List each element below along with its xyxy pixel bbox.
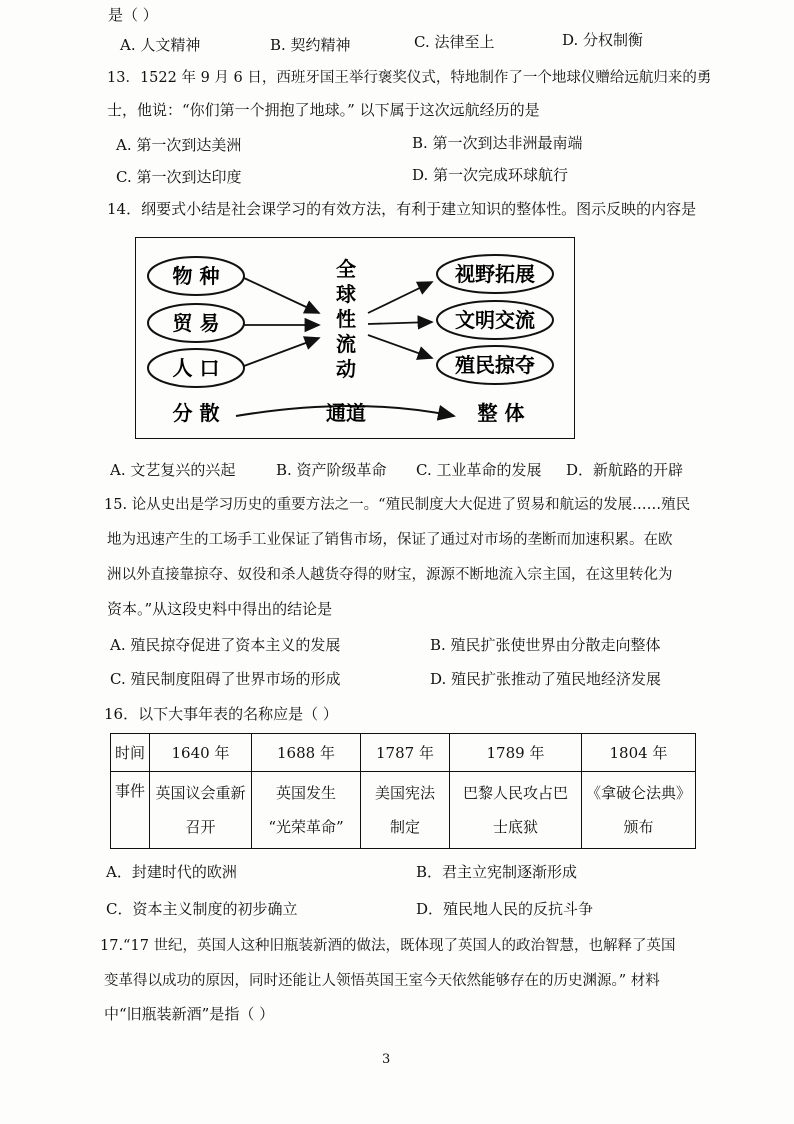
q13-option-c[interactable]: C. 第一次到达印度 [116, 168, 242, 186]
q14-stem: 14．纲要式小结是社会课学习的有效方法，有利于建立知识的整体性。图示反映的内容是 [107, 200, 697, 218]
q16-option-a[interactable]: A．封建时代的欧洲 [106, 863, 237, 881]
label-population: 人 口 [172, 356, 220, 380]
table-header-time: 时间 [111, 734, 150, 772]
q16-events-table [110, 733, 696, 849]
event-line2: 士底狱 [492, 818, 538, 836]
table-year: 1640 年 [150, 734, 252, 772]
center-char-4: 流 [336, 332, 356, 356]
arrow-horizon [368, 282, 432, 313]
center-char-3: 性 [336, 307, 356, 331]
label-dispersed: 分 散 [172, 401, 220, 425]
q14-option-d[interactable]: D．新航路的开辟 [566, 461, 684, 479]
center-char-5: 动 [336, 357, 356, 381]
label-plunder: 殖民掠夺 [455, 353, 535, 377]
event-line1: 美国宪法 [374, 784, 435, 802]
event-line2: 召开 [185, 818, 216, 836]
q15-stem-line1: 15. 论从史出是学习历史的重要方法之一。“殖民制度大大促进了贸易和航运的发展……殖民 [104, 497, 691, 513]
table-year: 1789 年 [450, 734, 582, 772]
arrow-civilization [368, 322, 432, 324]
event-line1: 《拿破仑法典》 [585, 784, 691, 802]
event-line2: “光荣革命” [268, 818, 344, 836]
q12-option-d[interactable]: D. 分权制衡 [562, 31, 644, 49]
q15-option-a[interactable]: A. 殖民掠夺促进了资本主义的发展 [110, 636, 341, 654]
q17-stem-line1: 17.“17 世纪，英国人这种旧瓶装新酒的做法，既体现了英国人的政治智慧，也解释了英国 [100, 938, 676, 954]
event-line1: 英国发生 [275, 784, 336, 802]
label-horizon: 视野拓展 [455, 262, 535, 286]
label-channel: 通道 [326, 401, 366, 425]
q15-option-d[interactable]: D. 殖民扩张推动了殖民地经济发展 [430, 670, 662, 688]
q17-stem-line2: 变革得以成功的原因，同时还能让人领悟英国王室今天依然能够存在的历史渊源。” 材料 [104, 973, 660, 989]
q13-option-a[interactable]: A. 第一次到达美洲 [116, 136, 242, 154]
label-trade: 贸 易 [172, 311, 220, 335]
q12-option-a[interactable]: A. 人文精神 [120, 36, 201, 54]
label-whole: 整 体 [477, 401, 525, 425]
table-event-cell [252, 772, 361, 849]
q15-stem-line4: 资本。”从这段史料中得出的结论是 [107, 600, 333, 618]
q13-option-d[interactable]: D. 第一次完成环球航行 [412, 166, 569, 184]
event-line1: 巴黎人民攻占巴 [462, 784, 568, 802]
table-year: 1787 年 [361, 734, 450, 772]
q16-option-d[interactable]: D．殖民地人民的反抗斗争 [416, 900, 594, 918]
arrow-plunder [368, 335, 432, 358]
event-line2: 颁布 [623, 818, 654, 836]
q14-option-a[interactable]: A. 文艺复兴的兴起 [110, 461, 236, 479]
q15-option-b[interactable]: B. 殖民扩张使世界由分散走向整体 [430, 636, 661, 654]
table-year: 1804 年 [582, 734, 696, 772]
q13-option-b[interactable]: B. 第一次到达非洲最南端 [412, 134, 583, 152]
table-event-cell [150, 772, 252, 849]
q13-stem-line1: 13．1522 年 9 月 6 日，西班牙国王举行褒奖仪式，特地制作了一个地球仪赠给远航归来的勇 [107, 70, 712, 86]
q14-diagram [135, 237, 575, 439]
table-header-event: 事件 [111, 772, 150, 849]
q12-option-b[interactable]: B. 契约精神 [270, 36, 351, 54]
table-event-cell [582, 772, 696, 849]
arrow-species [244, 278, 319, 313]
q16-option-c[interactable]: C．资本主义制度的初步确立 [106, 900, 298, 918]
event-line2: 制定 [389, 818, 420, 836]
q15-stem-line3: 洲以外直接靠掠夺、奴役和杀人越货夺得的财宝，源源不断地流入宗主国，在这里转化为 [107, 567, 673, 583]
table-year: 1688 年 [252, 734, 361, 772]
label-species: 物 种 [172, 264, 220, 288]
q13-stem-line2: 士，他说：“你们第一个拥抱了地球。” 以下属于这次远航经历的是 [107, 101, 540, 119]
label-civilization: 文明交流 [455, 308, 535, 332]
page-number: 3 [382, 1052, 391, 1067]
arrow-population [244, 338, 319, 366]
q15-stem-line2: 地为迅速产生的工场手工业保证了销售市场，保证了通过对市场的垄断而加速积累。在欧 [107, 532, 673, 548]
table-event-cell [361, 772, 450, 849]
q15-option-c[interactable]: C. 殖民制度阻碍了世界市场的形成 [110, 670, 341, 688]
q14-option-c[interactable]: C. 工业革命的发展 [416, 461, 542, 479]
q12-stem-tail: 是（ ） [108, 6, 158, 24]
q16-stem: 16．以下大事年表的名称应是（ ） [104, 705, 338, 723]
center-char-1: 全 [336, 257, 356, 281]
center-char-2: 球 [336, 282, 356, 306]
q14-option-b[interactable]: B. 资产阶级革命 [276, 461, 387, 479]
event-line1: 英国议会重新 [155, 784, 246, 802]
table-event-cell [450, 772, 582, 849]
q14-diagram-svg [136, 238, 576, 440]
q12-option-c[interactable]: C. 法律至上 [414, 33, 495, 51]
q17-stem-line3: 中“旧瓶装新酒”是指（ ） [104, 1005, 275, 1023]
q16-option-b[interactable]: B．君主立宪制逐渐形成 [416, 863, 578, 881]
